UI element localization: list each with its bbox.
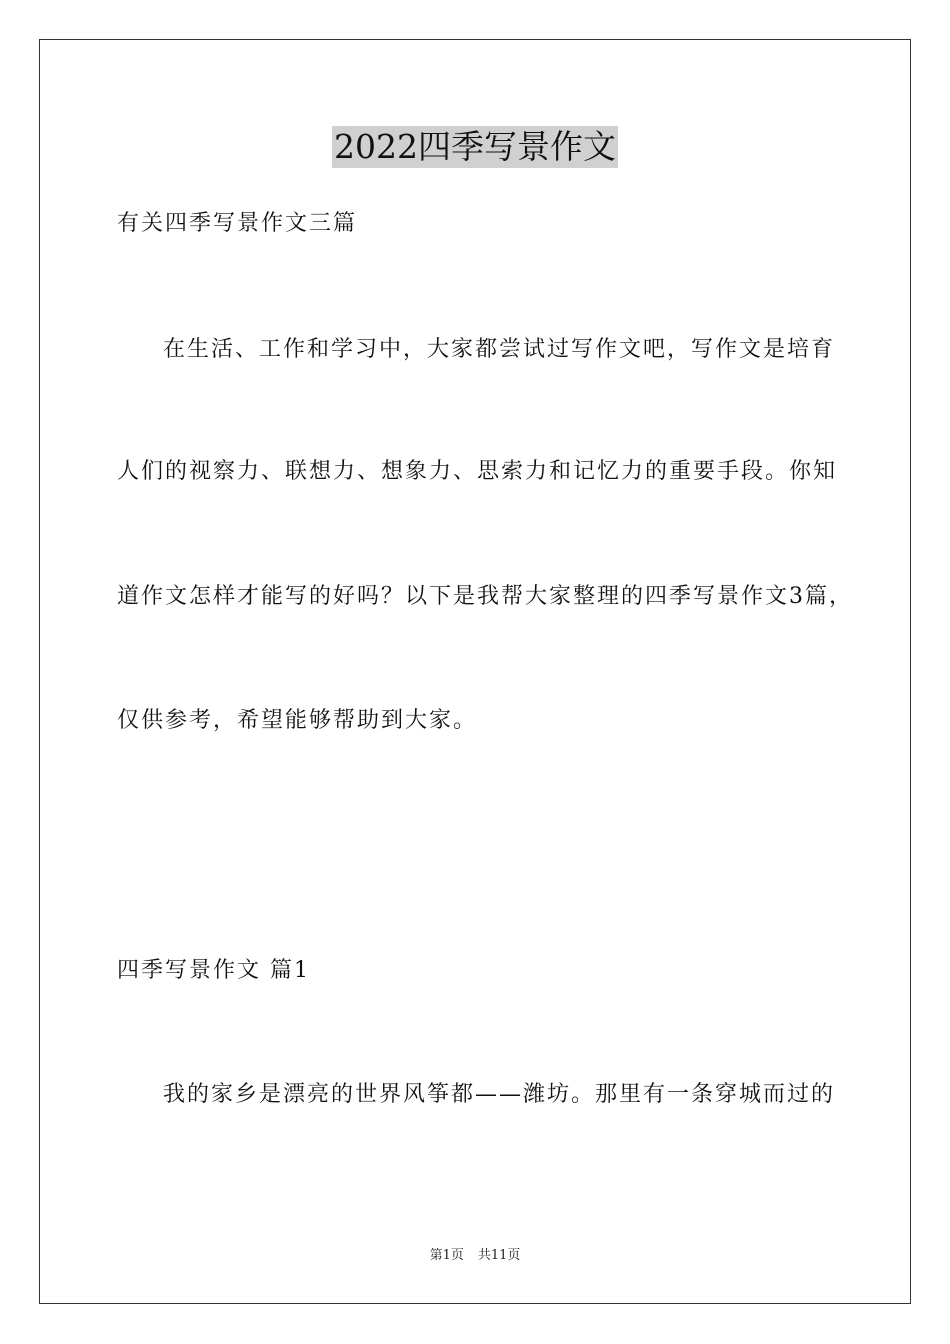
intro-line-4: 仅供参考，希望能够帮助到大家。 xyxy=(117,708,478,733)
page-number: 第1页 xyxy=(429,1248,464,1263)
intro-line-1: 在生活、工作和学习中，大家都尝试过写作文吧，写作文是培育 xyxy=(163,337,836,362)
page-footer xyxy=(0,1248,950,1264)
title-container xyxy=(0,126,950,168)
section-first-line: 我的家乡是漂亮的世界风筝都——潍坊。那里有一条穿城而过的 xyxy=(163,1082,836,1107)
document-subtitle: 有关四季写景作文三篇 xyxy=(117,211,358,236)
intro-line-2: 人们的视察力、联想力、想象力、思索力和记忆力的重要手段。你知 xyxy=(117,459,838,484)
intro-line-3: 道作文怎样才能写的好吗？以下是我帮大家整理的四季写景作文3篇， xyxy=(117,584,853,609)
document-title: 2022四季写景作文 xyxy=(334,127,616,166)
section-heading: 四季写景作文 篇1 xyxy=(117,958,310,983)
page-total: 共11页 xyxy=(477,1248,521,1263)
